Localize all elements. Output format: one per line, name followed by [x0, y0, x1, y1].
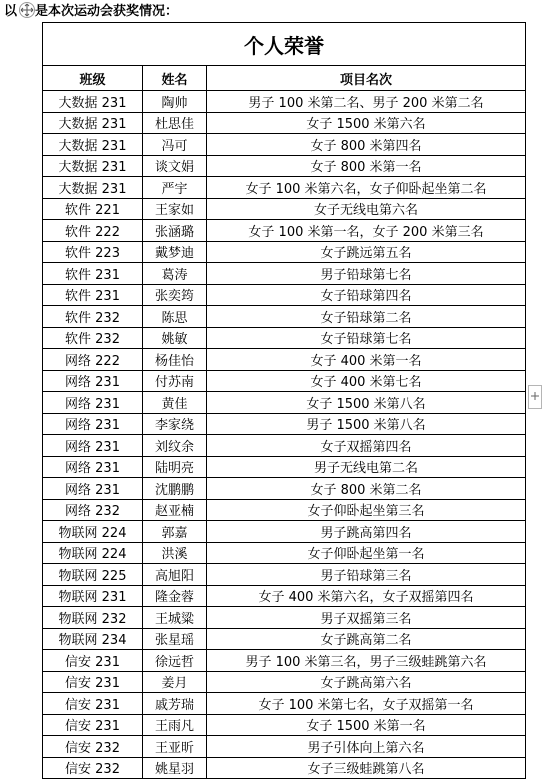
- cell-event-rank: 女子跳远第五名: [207, 241, 526, 263]
- cell-class: 大数据 231: [43, 134, 143, 156]
- cell-class: 信安 231: [43, 671, 143, 693]
- cell-name: 隆金蓉: [143, 585, 207, 607]
- table-row: [43, 693, 526, 715]
- table-row: [43, 413, 526, 435]
- cell-name: 付苏南: [143, 370, 207, 392]
- cell-name: 严宇: [143, 177, 207, 199]
- table-row: [43, 671, 526, 693]
- cell-name: 杜思佳: [143, 112, 207, 134]
- cell-event-rank: 女子铅球第二名: [207, 306, 526, 328]
- cell-event-rank: 女子双摇第四名: [207, 435, 526, 457]
- cell-class: 物联网 225: [43, 564, 143, 586]
- cell-class: 大数据 231: [43, 155, 143, 177]
- add-column-handle[interactable]: [528, 385, 542, 409]
- table-row: [43, 435, 526, 457]
- cell-name: 徐远哲: [143, 650, 207, 672]
- cell-name: 王雨凡: [143, 714, 207, 736]
- cell-event-rank: 女子 400 米第六名，女子双摇第四名: [207, 585, 526, 607]
- table-row: [43, 585, 526, 607]
- cell-name: 陆明亮: [143, 456, 207, 478]
- cell-name: 刘纹余: [143, 435, 207, 457]
- table-row: [43, 714, 526, 736]
- cell-class: 软件 221: [43, 198, 143, 220]
- table-row: [43, 521, 526, 543]
- cell-name: 冯可: [143, 134, 207, 156]
- table-title-row: [43, 23, 526, 66]
- cell-class: 物联网 224: [43, 542, 143, 564]
- cell-event-rank: 女子跳高第二名: [207, 628, 526, 650]
- cell-class: 软件 232: [43, 327, 143, 349]
- cell-class: 软件 223: [43, 241, 143, 263]
- cell-name: 姜月: [143, 671, 207, 693]
- cell-name: 黄佳: [143, 392, 207, 414]
- cell-event-rank: 女子铅球第四名: [207, 284, 526, 306]
- header-name: 姓名: [143, 66, 207, 91]
- cell-class: 信安 231: [43, 693, 143, 715]
- table-row: [43, 241, 526, 263]
- cell-name: 张星瑶: [143, 628, 207, 650]
- cell-event-rank: 男子铅球第七名: [207, 263, 526, 285]
- cell-class: 信安 232: [43, 757, 143, 779]
- cell-event-rank: 女子仰卧起坐第三名: [207, 499, 526, 521]
- table-row: [43, 91, 526, 113]
- cell-name: 陈思: [143, 306, 207, 328]
- table-row: [43, 327, 526, 349]
- cell-class: 网络 231: [43, 478, 143, 500]
- cell-name: 葛涛: [143, 263, 207, 285]
- cell-event-rank: 女子 800 米第四名: [207, 134, 526, 156]
- cell-class: 网络 231: [43, 413, 143, 435]
- cell-event-rank: 男子双摇第三名: [207, 607, 526, 629]
- cell-event-rank: 女子 1500 米第一名: [207, 714, 526, 736]
- table-row: [43, 542, 526, 564]
- cell-class: 物联网 231: [43, 585, 143, 607]
- table-row: [43, 349, 526, 371]
- cell-event-rank: 女子无线电第六名: [207, 198, 526, 220]
- table-row: [43, 134, 526, 156]
- cell-event-rank: 女子 1500 米第八名: [207, 392, 526, 414]
- table-row: [43, 392, 526, 414]
- table-row: [43, 757, 526, 779]
- cell-class: 物联网 224: [43, 521, 143, 543]
- cell-event-rank: 女子 1500 米第六名: [207, 112, 526, 134]
- cell-name: 张涵璐: [143, 220, 207, 242]
- cell-name: 赵亚楠: [143, 499, 207, 521]
- table-row: [43, 155, 526, 177]
- cell-name: 郭嘉: [143, 521, 207, 543]
- cell-class: 网络 231: [43, 370, 143, 392]
- cell-name: 高旭阳: [143, 564, 207, 586]
- table-row: [43, 456, 526, 478]
- cell-event-rank: 男子引体向上第六名: [207, 736, 526, 758]
- cell-name: 李家绕: [143, 413, 207, 435]
- cell-class: 物联网 232: [43, 607, 143, 629]
- cell-class: 信安 232: [43, 736, 143, 758]
- cell-class: 软件 231: [43, 263, 143, 285]
- cell-class: 信安 231: [43, 714, 143, 736]
- table-row: [43, 628, 526, 650]
- header-event-rank: 项目名次: [207, 66, 526, 91]
- cell-event-rank: 男子无线电第二名: [207, 456, 526, 478]
- table-row: [43, 736, 526, 758]
- cell-name: 王城粱: [143, 607, 207, 629]
- cell-name: 沈鹏鹏: [143, 478, 207, 500]
- intro-prefix: 以: [4, 4, 18, 19]
- cell-class: 大数据 231: [43, 177, 143, 199]
- cell-class: 网络 231: [43, 435, 143, 457]
- cell-class: 网络 222: [43, 349, 143, 371]
- cell-name: 姚敏: [143, 327, 207, 349]
- table-row: [43, 263, 526, 285]
- cell-event-rank: 女子 100 米第一名，女子 200 米第三名: [207, 220, 526, 242]
- table-row: [43, 112, 526, 134]
- cell-name: 姚星羽: [143, 757, 207, 779]
- cell-event-rank: 女子 800 米第二名: [207, 478, 526, 500]
- table-row: [43, 650, 526, 672]
- table-row: [43, 478, 526, 500]
- cell-class: 信安 231: [43, 650, 143, 672]
- cell-event-rank: 女子三级蛙跳第八名: [207, 757, 526, 779]
- table-row: [43, 177, 526, 199]
- cell-class: 物联网 234: [43, 628, 143, 650]
- cell-event-rank: 男子铅球第三名: [207, 564, 526, 586]
- cell-name: 张奕筠: [143, 284, 207, 306]
- cell-class: 软件 231: [43, 284, 143, 306]
- header-class: 班级: [43, 66, 143, 91]
- cell-name: 王亚昕: [143, 736, 207, 758]
- table-row: [43, 220, 526, 242]
- table-row: [43, 370, 526, 392]
- cell-class: 网络 231: [43, 456, 143, 478]
- cell-name: 谈文娟: [143, 155, 207, 177]
- cell-event-rank: 女子 800 米第一名: [207, 155, 526, 177]
- cell-class: 网络 232: [43, 499, 143, 521]
- cell-event-rank: 男子跳高第四名: [207, 521, 526, 543]
- table-header-row: [43, 66, 526, 91]
- cell-event-rank: 男子 1500 米第八名: [207, 413, 526, 435]
- table-move-handle-icon[interactable]: [19, 2, 35, 18]
- cell-class: 大数据 231: [43, 91, 143, 113]
- cell-event-rank: 女子 400 米第七名: [207, 370, 526, 392]
- table-row: [43, 198, 526, 220]
- personal-honors-table: [42, 22, 526, 779]
- cell-event-rank: 男子 100 米第二名、男子 200 米第二名: [207, 91, 526, 113]
- intro-text: 是本次运动会获奖情况：: [35, 4, 179, 19]
- cell-class: 大数据 231: [43, 112, 143, 134]
- cell-name: 陶帅: [143, 91, 207, 113]
- cell-name: 王家如: [143, 198, 207, 220]
- table-row: [43, 306, 526, 328]
- cell-class: 网络 231: [43, 392, 143, 414]
- table-row: [43, 284, 526, 306]
- cell-name: 戚芳瑞: [143, 693, 207, 715]
- intro-line: [4, 2, 17, 22]
- cell-event-rank: 女子 400 米第一名: [207, 349, 526, 371]
- cell-event-rank: 女子 100 米第六名，女子仰卧起坐第二名: [207, 177, 526, 199]
- table-row: [43, 607, 526, 629]
- cell-event-rank: 女子 100 米第七名，女子双摇第一名: [207, 693, 526, 715]
- cell-name: 杨佳怡: [143, 349, 207, 371]
- cell-event-rank: 女子仰卧起坐第一名: [207, 542, 526, 564]
- table-row: [43, 499, 526, 521]
- cell-event-rank: 男子 100 米第三名，男子三级蛙跳第六名: [207, 650, 526, 672]
- cell-event-rank: 女子铅球第七名: [207, 327, 526, 349]
- cell-class: 软件 232: [43, 306, 143, 328]
- cell-name: 戴梦迪: [143, 241, 207, 263]
- cell-event-rank: 女子跳高第六名: [207, 671, 526, 693]
- cell-class: 软件 222: [43, 220, 143, 242]
- cell-name: 洪溪: [143, 542, 207, 564]
- table-row: [43, 564, 526, 586]
- plus-icon: [530, 391, 540, 401]
- table-title: 个人荣誉: [43, 23, 526, 66]
